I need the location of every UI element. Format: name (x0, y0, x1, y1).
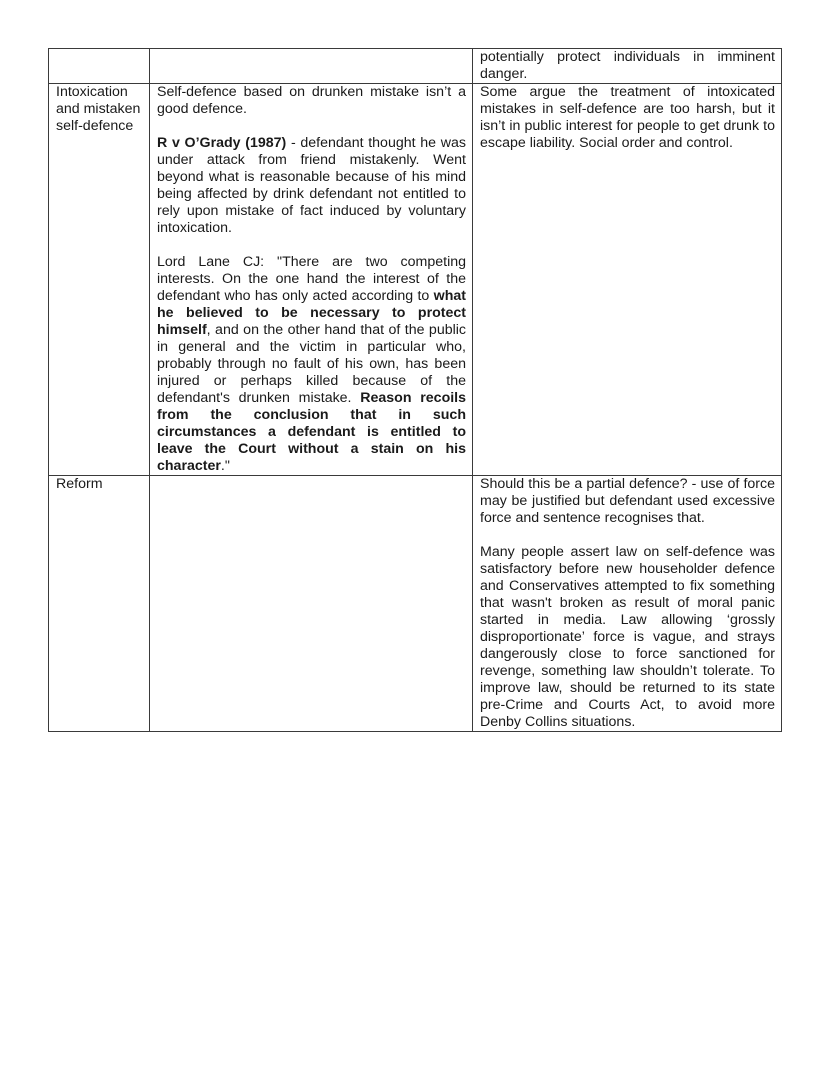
text: Many people assert law on self-defence was satisfactory before new householder defence and Conservatives attempted to fix something that wasn't broken as result of moral panic started in media. Law allowing ‘grossly disproportionate’ force is vague, and strays dangerously close to force sanctioned for revenge, something law shouldn’t tolerate. To improve law, should be returned to its state pre-Crime and Courts Act, to avoid more Denby Collins situations. (480, 544, 775, 730)
quote-paragraph (157, 254, 466, 475)
table-row (49, 84, 782, 476)
paragraph (480, 49, 775, 83)
paragraph (157, 84, 466, 118)
evaluation-cell (473, 476, 782, 732)
law-cell (150, 476, 473, 732)
paragraph (480, 476, 775, 527)
text: potentially protect individuals in imminent danger. (480, 49, 775, 82)
law-cell (150, 84, 473, 476)
spacer (157, 118, 466, 135)
spacer (157, 237, 466, 254)
paragraph (480, 544, 775, 731)
paragraph (157, 135, 466, 237)
evaluation-cell (473, 49, 782, 84)
text: Lord Lane CJ: "There are two competing interests. On the one hand the interest of the defendant who has only acted according to (157, 254, 466, 304)
text: Self-defence based on drunken mistake isn’t a good defence. (157, 84, 466, 117)
bold-text: Reason recoils from the conclusion that in such circumstances a defendant is entitled to leave the Court without a stain on his character (157, 390, 467, 474)
case-name: R v O’Grady (1987) (157, 135, 287, 151)
table-row (49, 476, 782, 732)
table-row (49, 49, 782, 84)
topic-cell (49, 49, 150, 84)
topic-cell: Reform (49, 476, 150, 732)
text: ." (220, 458, 230, 474)
paragraph (480, 84, 775, 152)
text: Some argue the treatment of intoxicated mistakes in self-defence are too harsh, but it isn’t in public interest for people to get drunk to escape liability. Social order and control. (480, 84, 775, 151)
spacer (480, 527, 775, 544)
text: Should this be a partial defence? - use of force may be justified but defendant used excessive force and sentence recognises that. (480, 476, 775, 526)
bold-text: what he believed to be necessary to protect himself (157, 288, 466, 338)
notes-table (48, 48, 782, 732)
text: - defendant thought he was under attack from friend mistakenly. Went beyond what is reasonable because of his mind being affected by drink defendant not entitled to rely upon mistake of fact induced by voluntary intoxication. (157, 135, 466, 236)
topic-cell: Intoxication and mistaken self-defence (49, 84, 150, 476)
law-cell (150, 49, 473, 84)
evaluation-cell (473, 84, 782, 476)
text: , and on the other hand that of the public in general and the victim in particular who, probably through no fault of his own, has been injured or perhaps killed because of the defendant's drunken mistake. (157, 322, 466, 406)
